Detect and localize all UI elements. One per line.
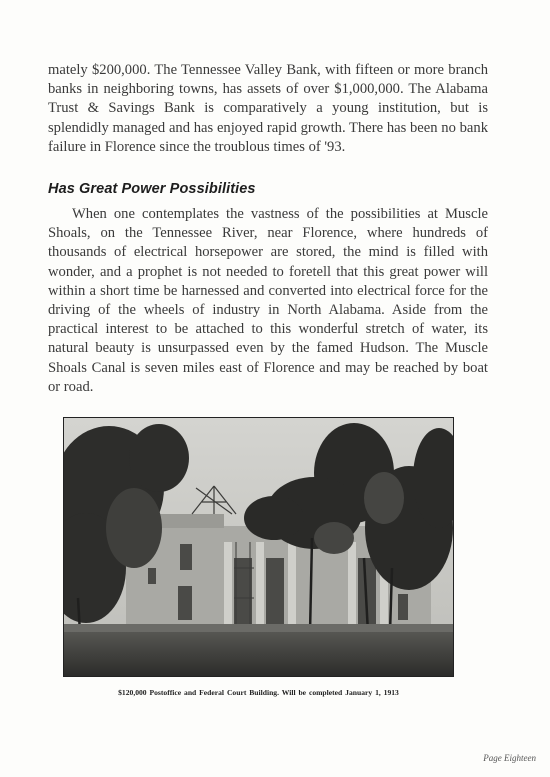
page-number: Page Eighteen xyxy=(483,753,536,763)
building-photograph xyxy=(63,417,454,677)
body-paragraph: mately $200,000. The Tennessee Valley Bank, with fifteen or more branch banks in neighboring towns, has assets of over $1,000,000. The Alabama Trust & Savings Bank is comparatively a young institution, but is splendidly managed and has enjoyed rapid growth. There has been no bank failure in Florence since the troublous times of '93. xyxy=(48,62,488,155)
body-paragraph: When one contemplates the vastness of the possibilities at Muscle Shoals, on the Tennessee River, near Florence, where hundreds of thousands of electrical horsepower are stored, the mind is filled with wonder, and a prophet is not needed to foretell that this great power will within a short time be harnessed and converted into electrical force for the driving of the wheels of industry in North Alabama. Aside from the practical interest to be attached to this wonderful stretch of water, its natural beauty is unsurpassed even by the famed Hudson. The Muscle Shoals Canal is seven miles east of Florence and may be reached by boat or road. xyxy=(48,206,488,395)
section-heading: Has Great Power Possibilities xyxy=(48,181,256,197)
photo-caption: $120,000 Postoffice and Federal Court Building. Will be completed January 1, 1913 xyxy=(118,688,399,697)
